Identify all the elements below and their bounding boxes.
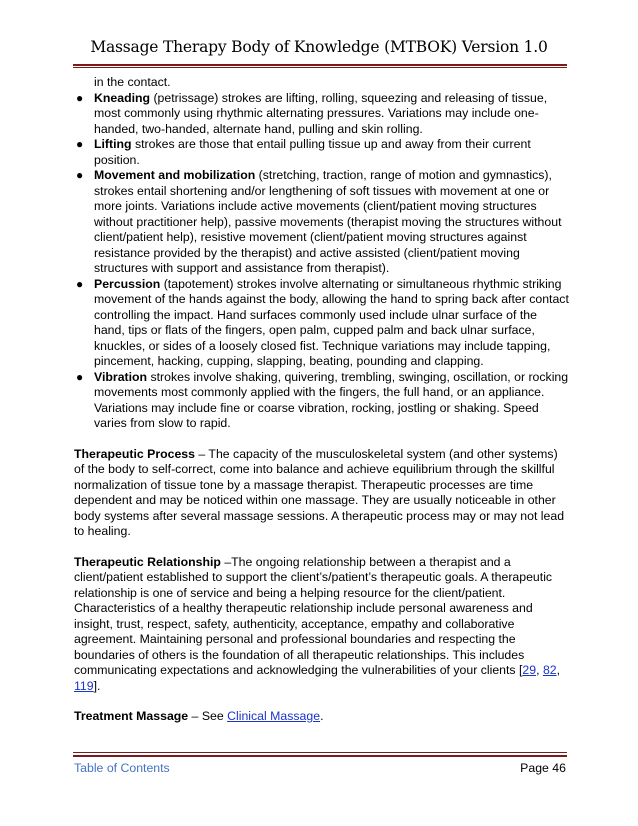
- page-number: Page 46: [520, 761, 566, 775]
- sentence-end: .: [320, 709, 324, 723]
- header-rule-thin: [73, 67, 567, 68]
- term-treatment-massage: Treatment Massage: [74, 709, 189, 723]
- list-item: [74, 277, 570, 370]
- reference-separator: ,: [536, 663, 543, 677]
- definition-text: (tapotement) strokes involve alternating or simultaneous rhythmic striking movement of the hands against the body, allowing the hand to spring back after contact controlling the impact. Hand surfaces commonly used include ulnar surface of the hand, tips or flats of the fingers, open palm, cupped palm and back ulnar surface, knuckles, or sides of a loosely closed fist. Technique variations may include tapping, pincement, hacking, cupping, slapping, beating, pounding and clapping.: [94, 276, 569, 368]
- definition-text: – See: [188, 709, 228, 723]
- list-item: [74, 91, 570, 138]
- definition-text: (petrissage) strokes are lifting, rolling, squeezing and releasing of tissue, most commonly using rhythmic alternating pressures. Variations may include one-handed, two-handed, alternate hand, pulling and skin rolling.: [94, 90, 548, 136]
- reference-link-29[interactable]: 29: [522, 663, 537, 677]
- header-rule: [73, 64, 567, 66]
- therapeutic-relationship-entry: [74, 555, 570, 695]
- bullet-icon: ●: [76, 168, 84, 182]
- term-lifting: Lifting: [94, 137, 132, 151]
- term-therapeutic-relationship: Therapeutic Relationship: [74, 554, 221, 569]
- term-therapeutic-process: Therapeutic Process: [74, 446, 195, 461]
- bullet-icon: ●: [76, 276, 84, 291]
- term-kneading: Kneading: [94, 90, 151, 105]
- footer-rule: [73, 755, 567, 757]
- list-item: [74, 370, 570, 432]
- therapeutic-process-entry: [74, 447, 570, 540]
- continuation-text: in the contact.: [94, 75, 171, 89]
- stroke-list: [74, 91, 570, 432]
- definition-text: strokes are those that entail pulling tissue up and away from their current position.: [94, 137, 531, 167]
- list-item: [74, 137, 570, 168]
- table-of-contents-link[interactable]: Table of Contents: [74, 761, 170, 775]
- bullet-icon: ●: [76, 369, 84, 384]
- treatment-massage-entry: [74, 709, 570, 725]
- definition-text: (stretching, traction, range of motion and gymnastics), strokes entail shortening and/or lengthening of soft tissues with movement at one or more joints. Variations include active movements (client/patient moving structures without practitioner help), passive movements (therapist moving the structures without client/patient help), resistive movement (client/patient moving structures against resistance provided by the therapist) and active assisted (client/patient moving structures with support and assistance from therapist).: [94, 168, 562, 275]
- definition-text: –The ongoing relationship between a therapist and a client/patient established to support the client’s/patient’s therapeutic goals. A therapeutic relationship is one of service and being a helping resource for the client/patient. Characteristics of a healthy therapeutic relationship include personal awareness and insight, trust, respect, safety, authenticity, acceptance, empathy and collaborative agreement. Maintaining personal and professional boundaries and respecting the boundaries of others is the foundation of all therapeutic relationships. This includes communicating expectations and acknowledging the vulnerabilities of your clients [: [74, 554, 553, 677]
- body-content: [74, 75, 570, 725]
- reference-link-82[interactable]: 82: [542, 663, 557, 677]
- reference-link-119[interactable]: 119: [74, 678, 94, 693]
- clinical-massage-link[interactable]: Clinical Massage: [227, 709, 321, 723]
- header-title: Massage Therapy Body of Knowledge (MTBOK) Version 1.0: [90, 38, 548, 56]
- term-percussion: Percussion: [94, 276, 161, 291]
- term-movement: Movement and mobilization: [94, 168, 256, 182]
- reference-separator: ,: [556, 663, 561, 677]
- reference-end: ].: [93, 678, 101, 693]
- footer-rule-thin: [73, 752, 567, 753]
- definition-text: strokes involve shaking, quivering, trembling, swinging, oscillation, or rocking movements most commonly applied with the fingers, the full hand, or an appliance. Variations may include fine or coarse vibration, rocking, jostling or shaking. Speed varies from slow to rapid.: [94, 369, 569, 430]
- term-vibration: Vibration: [94, 369, 148, 384]
- bullet-icon: ●: [76, 90, 84, 105]
- bullet-icon: ●: [76, 137, 84, 151]
- list-item: [74, 168, 570, 277]
- definition-text: – The capacity of the musculoskeletal system (and other systems) of the body to self-correct, come into balance and achieve equilibrium through the skillful normalization of tissue tone by a massage therapist. Therapeutic processes are time dependent and may be noticed within one massage. They are usually noticeable in other body systems after several massage sessions. A therapeutic process may or may not lead to healing.: [74, 446, 565, 538]
